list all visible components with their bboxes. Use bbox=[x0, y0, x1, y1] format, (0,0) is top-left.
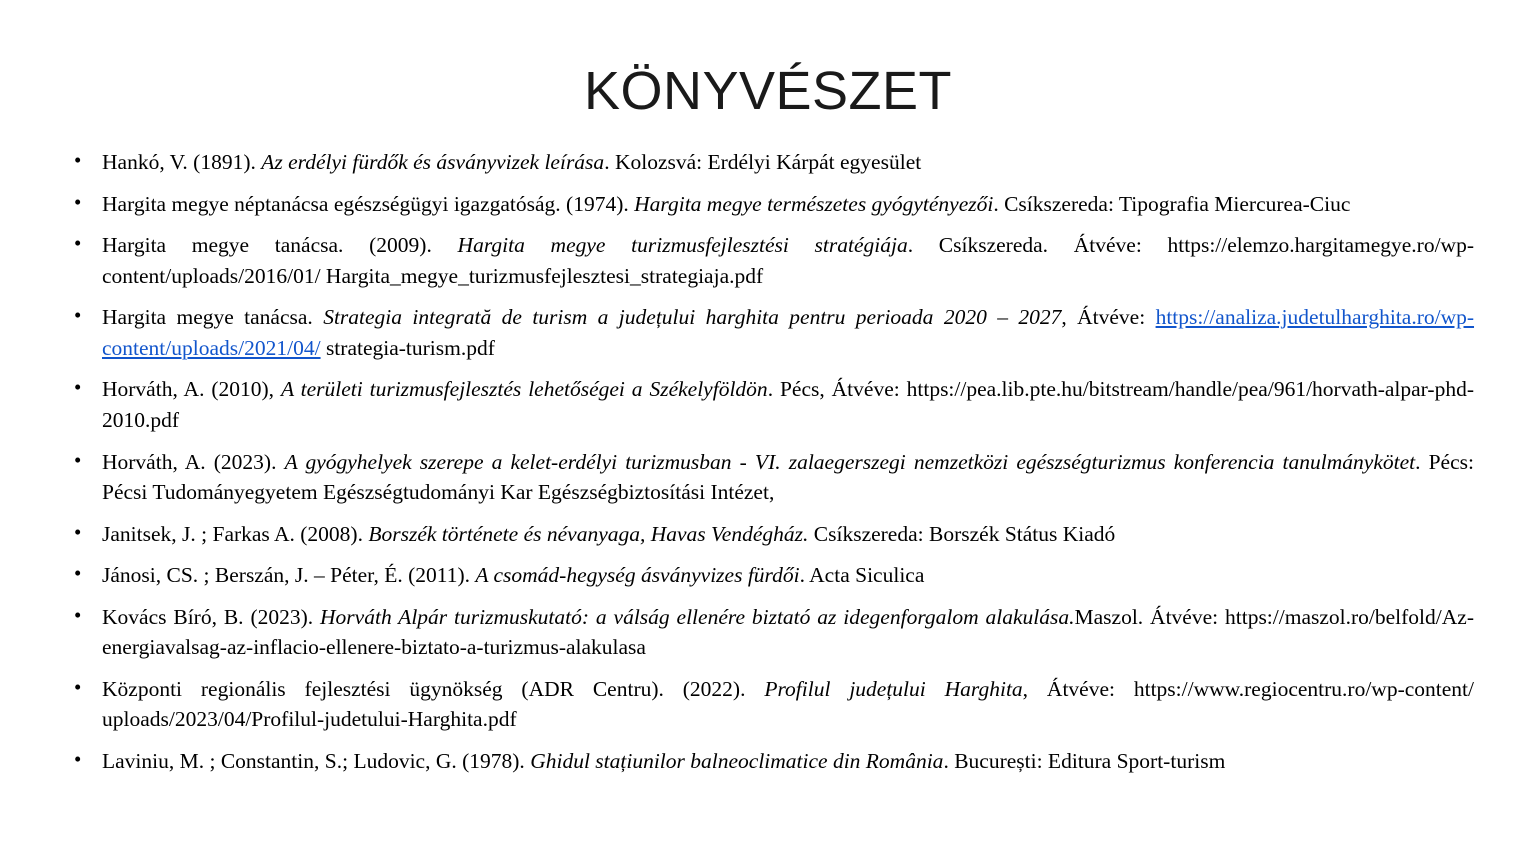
reference-text: Hargita megye tanácsa. bbox=[102, 305, 324, 330]
reference-text: Janitsek, J. ; Farkas A. (2008). bbox=[102, 521, 369, 546]
list-item bbox=[62, 374, 1474, 435]
reference-text: Jánosi, CS. ; Berszán, J. – Péter, É. (2011). bbox=[102, 563, 476, 588]
reference-text: , Átvéve: https://www.regiocentru.ro/wp-content/ uploads/2023/04/Profilul-judetului-Harghita.pdf bbox=[102, 676, 1474, 732]
reference-text: , Átvéve: bbox=[1061, 305, 1156, 330]
reference-text: Maszol. Átvéve: https://maszol.ro/belfold/Az-energiavalsag-az-inflacio-ellenere-biztato-a-turizmus-alakulasa bbox=[102, 604, 1474, 660]
reference-text: Központi regionális fejlesztési ügynökség (ADR Centru). (2022). bbox=[102, 676, 765, 701]
reference-title: Az erdélyi fürdők és ásványvizek leírása bbox=[261, 150, 605, 175]
reference-title: Strategia integrată de turism a județului harghita pentru perioada 2020 – 2027 bbox=[323, 305, 1062, 330]
list-item bbox=[62, 602, 1474, 663]
reference-title: Hargita megye természetes gyógytényezői bbox=[634, 191, 994, 216]
reference-text: Horváth, A. (2023). bbox=[102, 449, 285, 474]
page-title: KÖNYVÉSZET bbox=[583, 61, 953, 121]
reference-text: . Pécs: Pécsi Tudományegyetem Egészségtudományi Kar Egészségbiztosítási Intézet, bbox=[102, 449, 1474, 505]
reference-text: Csíkszereda: Borszék Státus Kiadó bbox=[808, 521, 1116, 546]
reference-text: Hankó, V. (1891). bbox=[102, 150, 262, 175]
list-item bbox=[62, 189, 1474, 220]
reference-text: Hargita megye néptanácsa egészségügyi igazgatóság. (1974). bbox=[102, 191, 635, 216]
reference-text: Hargita megye tanácsa. (2009). bbox=[102, 233, 458, 258]
reference-text: Kovács Bíró, B. (2023). bbox=[102, 604, 321, 629]
reference-text: . Acta Siculica bbox=[799, 563, 925, 588]
reference-text: . Pécs, Átvéve: https://pea.lib.pte.hu/bitstream/handle/pea/961/horvath-alpar-phd-2010.pdf bbox=[102, 377, 1474, 432]
list-item bbox=[62, 302, 1474, 363]
list-item bbox=[62, 746, 1474, 777]
bibliography-list bbox=[0, 121, 1536, 776]
reference-text: . Csíkszereda: Tipografia Miercurea-Ciuc bbox=[993, 191, 1351, 216]
list-item bbox=[62, 560, 1474, 591]
list-item bbox=[62, 519, 1474, 550]
reference-text: Horváth, A. (2010), bbox=[102, 377, 281, 402]
reference-link[interactable]: https://analiza.judetulharghita.ro/wp-content/uploads/2021/04/ bbox=[102, 305, 1475, 360]
reference-text: strategia-turism.pdf bbox=[320, 335, 495, 360]
reference-text: . București: Editura Sport-turism bbox=[943, 748, 1226, 773]
list-item bbox=[62, 447, 1474, 508]
list-item bbox=[62, 147, 1474, 178]
list-item bbox=[62, 674, 1474, 735]
reference-title: Hargita megye turizmusfejlesztési stratégiája bbox=[457, 233, 908, 258]
reference-title: Profilul județului Harghita bbox=[764, 676, 1023, 701]
reference-title: Horváth Alpár turizmuskutató: a válság ellenére biztató az idegenforgalom alakulása. bbox=[320, 604, 1075, 629]
reference-title: A területi turizmusfejlesztés lehetőségei a Székelyföldön bbox=[280, 377, 768, 402]
reference-title: A csomád-hegység ásványvizes fürdői bbox=[475, 563, 800, 588]
reference-title: Borszék története és névanyaga, Havas Vendégház. bbox=[368, 521, 809, 546]
reference-title: A gyógyhelyek szerepe a kelet-erdélyi turizmusban - VI. zalaegerszegi nemzetközi egészségturizmus konferencia tanulmánykötet bbox=[284, 449, 1416, 474]
list-item bbox=[62, 230, 1474, 291]
reference-title: Ghidul stațiunilor balneoclimatice din România bbox=[530, 748, 944, 773]
reference-text: . Kolozsvá: Erdélyi Kárpát egyesület bbox=[604, 150, 922, 175]
reference-text: Laviniu, M. ; Constantin, S.; Ludovic, G. (1978). bbox=[102, 748, 531, 773]
reference-text: . Csíkszereda. Átvéve: https://elemzo.hargitamegye.ro/wp-content/uploads/2016/01/ Hargita_megye_turizmusfejlesztesi_strategiaja.pdf bbox=[102, 233, 1474, 288]
